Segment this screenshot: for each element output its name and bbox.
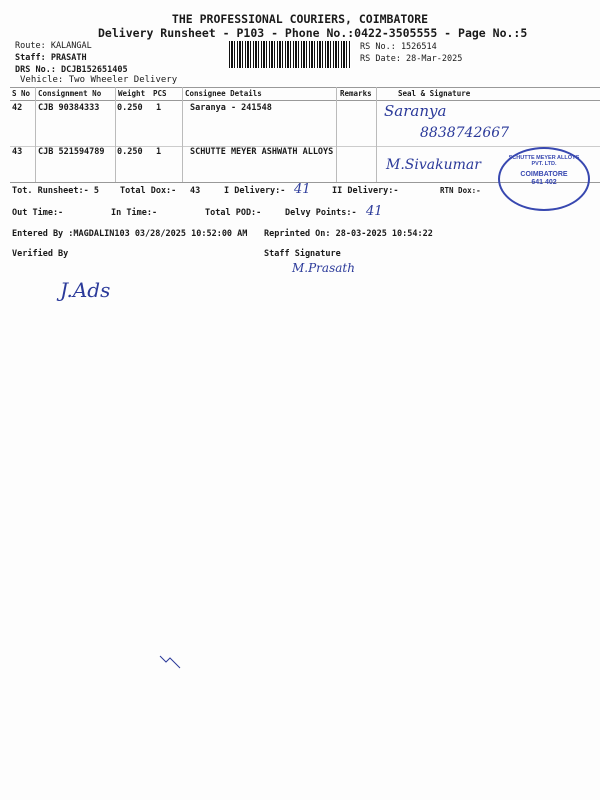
table-top-rule — [10, 87, 600, 88]
row-consignee: SCHUTTE MEYER ASHWATH ALLOYS — [190, 147, 334, 157]
column-divider — [115, 87, 116, 182]
verified-by-label: Verified By — [12, 249, 69, 259]
column-divider — [35, 87, 36, 182]
column-divider — [336, 87, 337, 182]
header-remarks: Remarks — [340, 89, 372, 98]
out-time: Out Time:- — [12, 208, 64, 218]
entered-by: Entered By :MAGDALIN103 03/28/2025 10:52:00 AM — [12, 229, 248, 239]
rtn-dox: RTN Dox:- — [440, 186, 481, 195]
column-divider — [376, 87, 377, 182]
row-weight: 0.250 — [117, 147, 143, 157]
i-delivery-label: I Delivery:- — [224, 186, 286, 196]
row-consignment: CJB 521594789 — [38, 147, 105, 157]
stamp-pin: 641 402 — [531, 178, 557, 186]
row-signature: Saranya — [384, 102, 447, 120]
row-sno: 42 — [12, 103, 23, 113]
runsheet-subtitle: Delivery Runsheet - P103 - Phone No.:0422-3505555 - Page No.:5 — [98, 26, 528, 40]
total-dox: 43 — [190, 186, 201, 196]
total-runsheet: Tot. Runsheet:- 5 — [12, 186, 99, 196]
row-consignment: CJB 90384333 — [38, 103, 100, 113]
in-time: In Time:- — [111, 208, 158, 218]
row-consignee: Saranya - 241548 — [190, 103, 272, 113]
header-seal-signature: Seal & Signature — [398, 89, 471, 98]
row-pcs: 1 — [156, 147, 162, 157]
pen-mark — [158, 652, 188, 672]
rs-date: RS Date: 28-Mar-2025 — [360, 54, 463, 64]
delvy-points-value: 41 — [366, 204, 383, 219]
header-consignment: Consignment No — [38, 89, 102, 98]
table-header-rule — [10, 100, 600, 101]
column-divider — [182, 87, 183, 182]
reprinted-on: Reprinted On: 28-03-2025 10:54:22 — [264, 229, 433, 239]
stamp-ring-text: SCHUTTE MEYER ALLOYS PVT. LTD. — [508, 155, 580, 168]
staff-signature-label: Staff Signature — [264, 249, 341, 259]
header-pcs: PCS — [153, 89, 167, 98]
header-consignee: Consignee Details — [185, 89, 262, 98]
header-sno: S No — [12, 89, 31, 98]
row-sno: 43 — [12, 147, 23, 157]
row-pcs: 1 — [156, 103, 162, 113]
header-weight: Weight — [118, 89, 146, 98]
vehicle: Vehicle: Two Wheeler Delivery — [20, 75, 178, 85]
drs-number: DRS No.: DCJB152651405 — [15, 65, 128, 75]
total-dox-label: Total Dox:- — [120, 186, 177, 196]
rs-number: RS No.: 1526514 — [360, 42, 437, 52]
staff: Staff: PRASATH — [15, 53, 87, 63]
row-signature: M.Sivakumar — [386, 157, 481, 173]
verifier-signature: J.Ads — [60, 278, 111, 302]
company-seal-stamp — [498, 147, 590, 211]
delvy-points-label: Delvy Points:- — [285, 208, 357, 218]
stamp-city: COIMBATORE — [520, 170, 568, 178]
route: Route: KALANGAL — [15, 41, 92, 51]
i-delivery-value: 41 — [294, 182, 311, 197]
total-pod: Total POD:- — [205, 208, 262, 218]
row-weight: 0.250 — [117, 103, 143, 113]
company-title: THE PROFESSIONAL COURIERS, COIMBATORE — [171, 12, 429, 26]
staff-signature: M.Prasath — [292, 261, 355, 275]
ii-delivery: II Delivery:- — [332, 186, 399, 196]
row-signature-phone: 8838742667 — [420, 125, 510, 141]
barcode — [229, 41, 351, 68]
